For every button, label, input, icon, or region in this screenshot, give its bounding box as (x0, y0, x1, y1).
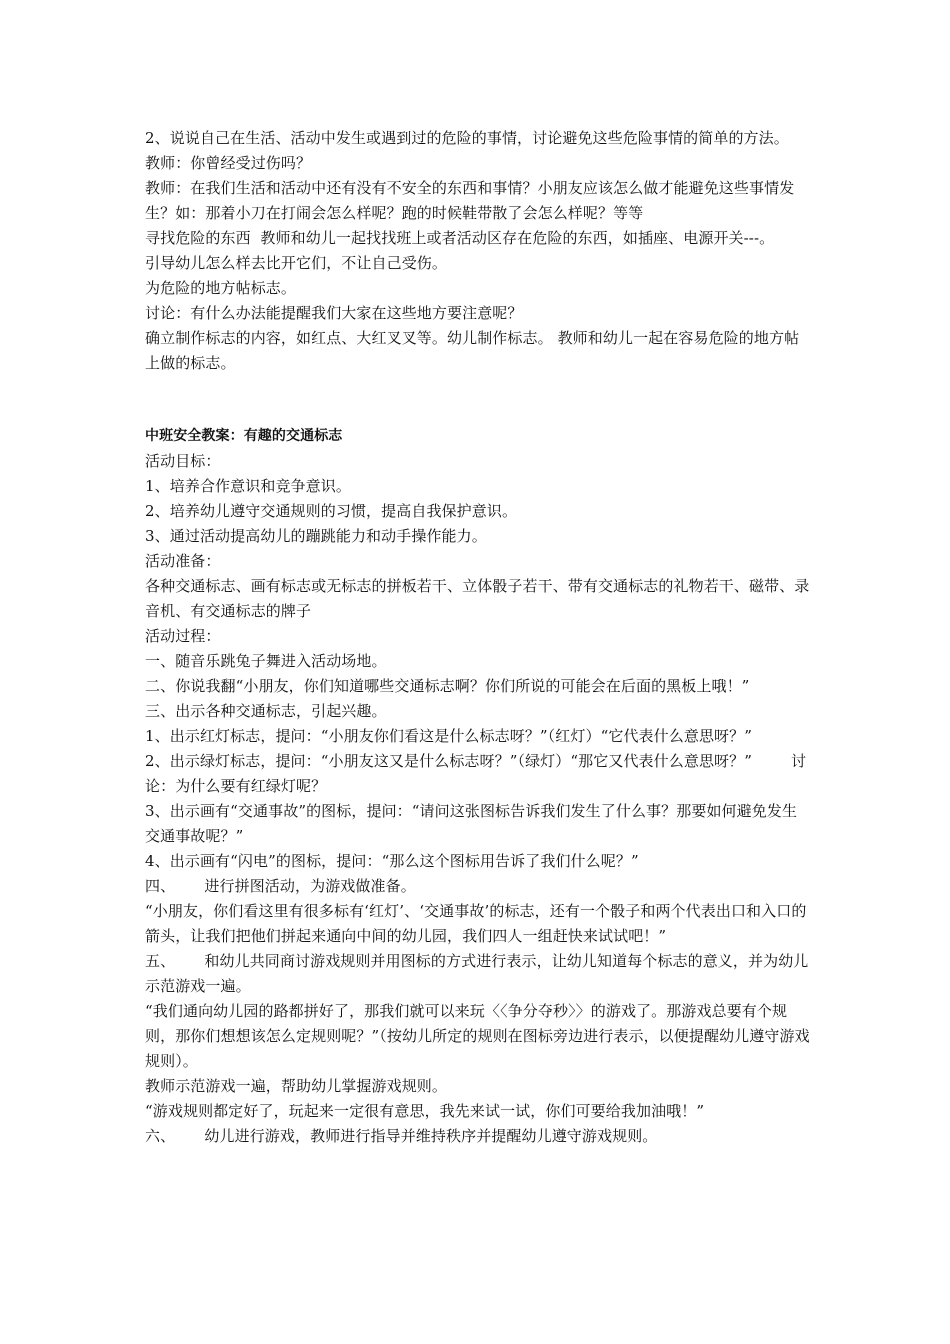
paragraph: 引导幼儿怎么样去比开它们，不让自己受伤。 (145, 254, 448, 272)
paragraph: 3、通过活动提高幼儿的蹦跳能力和动手操作能力。 (145, 527, 487, 545)
paragraph: 六、 幼儿进行游戏，教师进行指导并维持秩序并提醒幼儿遵守游戏规则。 (145, 1127, 658, 1145)
paragraph: 二、你说我翻“小朋友，你们知道哪些交通标志啊？你们所说的可能会在后面的黑板上哦！” (145, 677, 750, 695)
section-heading: 中班安全教案：有趣的交通标志 (145, 428, 343, 444)
section-2-body (145, 424, 810, 1149)
paragraph: 寻找危险的东西 教师和幼儿一起找找班上或者活动区存在危险的东西，如插座、电源开关---。 (145, 229, 775, 247)
paragraph: 五、 和幼儿共同商讨游戏规则并用图标的方式进行表示，让幼儿知道每个标志的意义，并为幼儿示范游戏一遍。 (145, 952, 809, 995)
section-1-body (145, 126, 810, 376)
paragraph: “我们通向幼儿园的路都拼好了，那我们就可以来玩〈〈争分夺秒〉〉的游戏了。那游戏总要有个规则，那你们想想该怎么定规则呢？”（按幼儿所定的规则在图标旁边进行表示，以便提醒幼儿遵守游戏规则）。 (145, 1002, 810, 1070)
paragraph: 1、培养合作意识和竞争意识。 (145, 477, 351, 495)
paragraph: “小朋友，你们看这里有很多标有‘红灯’、‘交通事故’的标志，还有一个骰子和两个代表出口和入口的箭头，让我们把他们拼起来通向中间的幼儿园，我们四人一组赶快来试试吧！” (145, 902, 807, 945)
paragraph: 教师：在我们生活和活动中还有没有不安全的东西和事情？小朋友应该怎么做才能避免这些事情发生？如：那着小刀在打闹会怎么样呢？跑的时候鞋带散了会怎么样呢？等等 (145, 179, 795, 222)
paragraph: 活动目标： (145, 452, 221, 470)
paragraph: 1、出示红灯标志，提问：“小朋友你们看这是什么标志呀？”（红灯）“它代表什么意思呀？” (145, 727, 753, 745)
paragraph: 各种交通标志、画有标志或无标志的拼板若干、立体骰子若干、带有交通标志的礼物若干、磁带、录音机、有交通标志的牌子 (145, 577, 810, 620)
paragraph: 一、随音乐跳兔子舞进入活动场地。 (145, 652, 387, 670)
paragraph: 教师示范游戏一遍，帮助幼儿掌握游戏规则。 (145, 1077, 448, 1095)
paragraph: 三、出示各种交通标志，引起兴趣。 (145, 702, 387, 720)
paragraph: 2、出示绿灯标志，提问：“小朋友这又是什么标志呀？”（绿灯）“那它又代表什么意思呀？” 讨论：为什么要有红绿灯呢？ (145, 752, 807, 795)
paragraph: 3、出示画有“交通事故”的图标，提问：“请问这张图标告诉我们发生了什么事？那要如何避免发生交通事故呢？” (145, 802, 798, 845)
paragraph: 2、培养幼儿遵守交通规则的习惯，提高自我保护意识。 (145, 502, 518, 520)
paragraph: 确立制作标志的内容，如红点、大红叉叉等。幼儿制作标志。 教师和幼儿一起在容易危险的地方帖上做的标志。 (145, 329, 800, 372)
paragraph: 讨论：有什么办法能提醒我们大家在这些地方要注意呢？ (145, 304, 523, 322)
paragraph: 4、出示画有“闪电”的图标，提问：“那么这个图标用告诉了我们什么呢？” (145, 852, 639, 870)
paragraph: 活动准备： (145, 552, 221, 570)
paragraph: 为危险的地方帖标志。 (145, 279, 297, 297)
paragraph: 四、 进行拼图活动，为游戏做准备。 (145, 877, 416, 895)
paragraph: 2、说说自己在生活、活动中发生或遇到过的危险的事情，讨论避免这些危险事情的简单的方法。 教师：你曾经受过伤吗？ (145, 129, 799, 172)
paragraph: 活动过程： (145, 627, 221, 645)
paragraph: “游戏规则都定好了，玩起来一定很有意思，我先来试一试，你们可要给我加油哦！” (145, 1102, 705, 1120)
